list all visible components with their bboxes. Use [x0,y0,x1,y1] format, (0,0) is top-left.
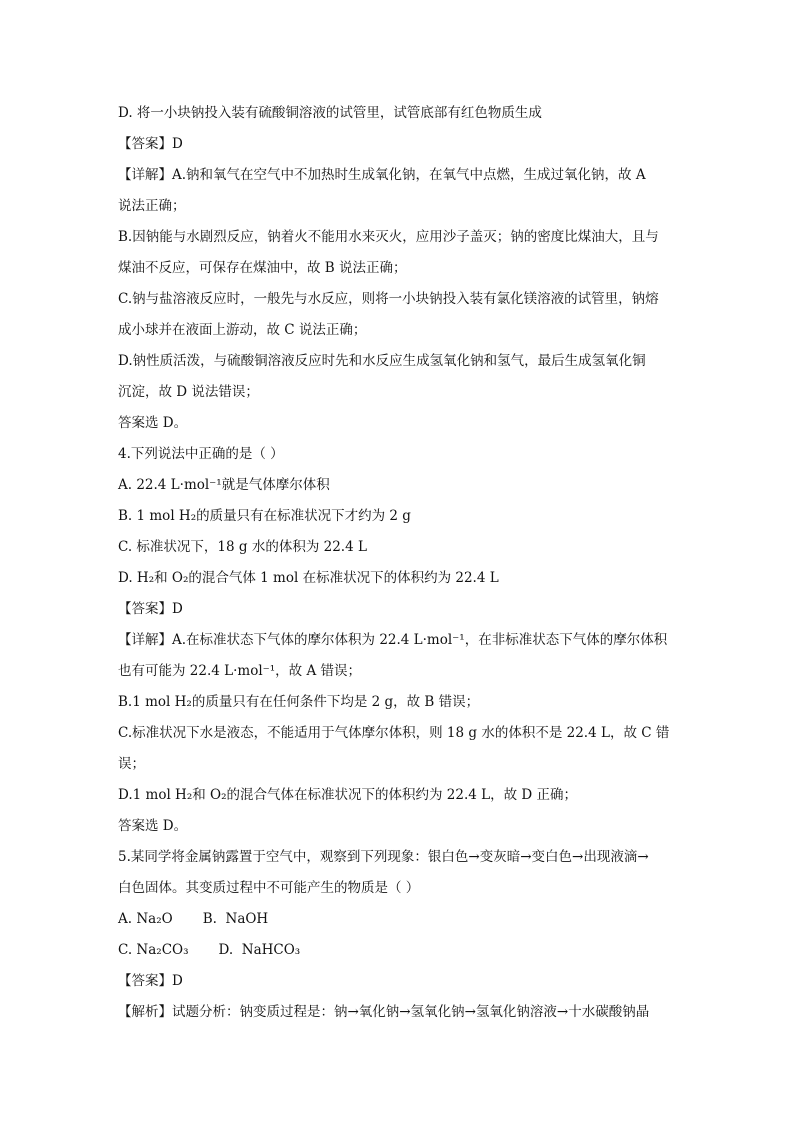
explanation-line: 煤油不反应，可保存在煤油中，故 B 说法正确； [118,260,407,276]
explanation-line: C.钠与盐溶液反应时，一般先与水反应，则将一小块钠投入装有氯化镁溶液的试管里，钠熔 [118,291,659,307]
explanation-line: 【详解】A.钠和氧气在空气中不加热时生成氧化钠，在氧气中点燃，生成过氧化钠，故 A [118,167,646,183]
question-5-title: 5.某同学将金属钠露置于空气中，观察到下列现象：银白色→变灰暗→变白色→出现液滴→ [118,849,649,865]
explanation-line: D.钠性质活泼，与硫酸铜溶液反应时先和水反应生成氢氧化钠和氢气，最后生成氢氧化铜 [118,353,646,369]
question-5-options-ab: A. Na₂O B. NaOH [118,911,269,927]
question-4-option-d: D. H₂和 O₂的混合气体 1 mol 在标准状况下的体积约为 22.4 L [118,570,499,586]
question-4-option-b: B. 1 mol H₂的质量只有在标准状况下才约为 2 g [118,508,411,524]
explanation-line: 沉淀，故 D 说法错误； [118,384,259,400]
answer-label: 【答案】D [118,973,183,989]
answer-choice-line: 答案选 D。 [118,415,188,431]
explanation-line: D.1 mol H₂和 O₂的混合气体在标准状况下的体积约为 22.4 L，故 D 正确； [118,787,578,803]
question-5-options-cd: C. Na₂CO₃ D. NaHCO₃ [118,942,301,958]
explanation-line: 说法正确； [118,198,186,214]
answer-choice-line: 答案选 D。 [118,818,188,834]
explanation-line: 成小球并在液面上游动，故 C 说法正确； [118,322,367,338]
question-4-option-c: C. 标准状况下，18 g 水的体积为 22.4 L [118,539,367,555]
explanation-line: B.因钠能与水剧烈反应，钠着火不能用水来灭火，应用沙子盖灭；钠的密度比煤油大，且与 [118,229,659,245]
explanation-line: B.1 mol H₂的质量只有在任何条件下均是 2 g，故 B 错误； [118,694,480,710]
explanation-line: C.标准状况下水是液态，不能适用于气体摩尔体积，则 18 g 水的体积不是 22.4 L，故 C 错 [118,725,670,741]
explanation-line: 误； [118,756,145,772]
answer-label: 【答案】D [118,601,183,617]
explanation-line: 也有可能为 22.4 L·mol⁻¹，故 A 错误； [118,663,362,679]
question-4-title: 4.下列说法中正确的是（ ） [118,446,284,462]
option-d-line: D. 将一小块钠投入装有硫酸铜溶液的试管里，试管底部有红色物质生成 [118,105,542,121]
question-5-title: 白色固体。其变质过程中不可能产生的物质是（ ） [118,880,420,896]
answer-label: 【答案】D [118,136,183,152]
question-4-option-a: A. 22.4 L·mol⁻¹就是气体摩尔体积 [118,477,330,493]
explanation-line: 【详解】A.在标准状态下气体的摩尔体积为 22.4 L·mol⁻¹，在非标准状态下气体的摩尔体积 [118,632,668,648]
analysis-line: 【解析】试题分析：钠变质过程是：钠→氧化钠→氢氧化钠→氢氧化钠溶液→十水碳酸钠晶 [118,1004,650,1020]
